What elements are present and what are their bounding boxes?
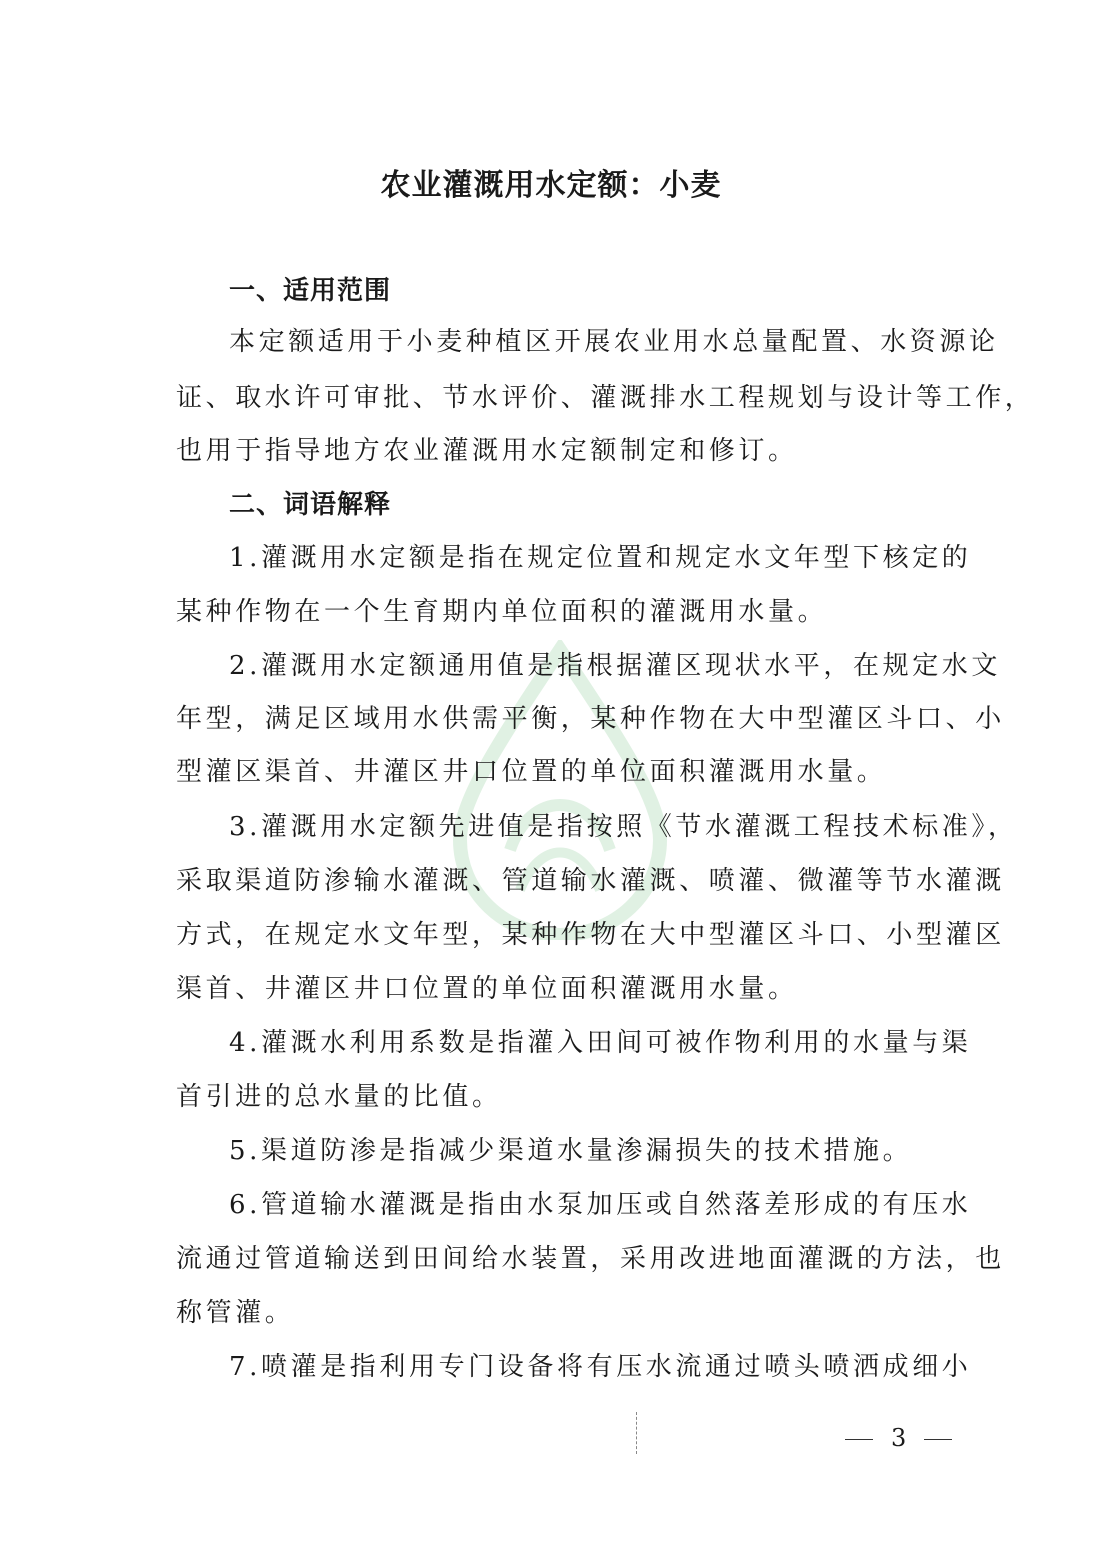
definition-line: 年型，满足区域用水供需平衡，某种作物在大中型灌区斗口、小 bbox=[176, 704, 1005, 734]
definition-line: 2.灌溉用水定额通用值是指根据灌区现状水平，在规定水文 bbox=[229, 651, 1002, 681]
definition-line: 方式，在规定水文年型，某种作物在大中型灌区斗口、小型灌区 bbox=[176, 920, 1005, 950]
definition-line: 首引进的总水量的比值。 bbox=[176, 1082, 502, 1112]
definition-line: 渠首、井灌区井口位置的单位面积灌溉用水量。 bbox=[176, 974, 798, 1004]
definition-line: 某种作物在一个生育期内单位面积的灌溉用水量。 bbox=[176, 597, 828, 627]
scan-artifact-divider bbox=[636, 1412, 638, 1454]
definition-line: 采取渠道防渗输水灌溉、管道输水灌溉、喷灌、微灌等节水灌溉 bbox=[176, 866, 1005, 896]
scope-line-2: 证、取水许可审批、节水评价、灌溉排水工程规划与设计等工作， bbox=[176, 383, 1035, 413]
definition-line: 称管灌。 bbox=[176, 1298, 295, 1328]
scope-line-1: 本定额适用于小麦种植区开展农业用水总量配置、水资源论 bbox=[229, 327, 999, 357]
page-number-value: 3 bbox=[891, 1424, 907, 1452]
section-heading-scope: 一、适用范围 bbox=[229, 276, 392, 306]
document-title: 农业灌溉用水定额：小麦 bbox=[380, 168, 722, 203]
section-heading-definitions: 二、词语解释 bbox=[229, 490, 392, 520]
definition-line: 7.喷灌是指利用专门设备将有压水流通过喷头喷洒成细小 bbox=[229, 1352, 972, 1382]
definition-line: 3.灌溉用水定额先进值是指按照《节水灌溉工程技术标准》， bbox=[229, 812, 1018, 842]
scope-line-3: 也用于指导地方农业灌溉用水定额制定和修订。 bbox=[176, 436, 798, 466]
definition-line: 4.灌溉水利用系数是指灌入田间可被作物利用的水量与渠 bbox=[229, 1028, 972, 1058]
page-number-dash-left bbox=[845, 1439, 873, 1440]
page-number bbox=[845, 1424, 952, 1452]
definition-line: 1.灌溉用水定额是指在规定位置和规定水文年型下核定的 bbox=[229, 543, 972, 573]
definition-line: 6.管道输水灌溉是指由水泵加压或自然落差形成的有压水 bbox=[229, 1190, 972, 1220]
definition-line: 流通过管道输送到田间给水装置，采用改进地面灌溉的方法，也 bbox=[176, 1244, 1005, 1274]
definition-line: 5.渠道防渗是指减少渠道水量渗漏损失的技术措施。 bbox=[229, 1136, 913, 1166]
page-number-dash-right bbox=[924, 1439, 952, 1440]
definition-line: 型灌区渠首、井灌区井口位置的单位面积灌溉用水量。 bbox=[176, 757, 887, 787]
